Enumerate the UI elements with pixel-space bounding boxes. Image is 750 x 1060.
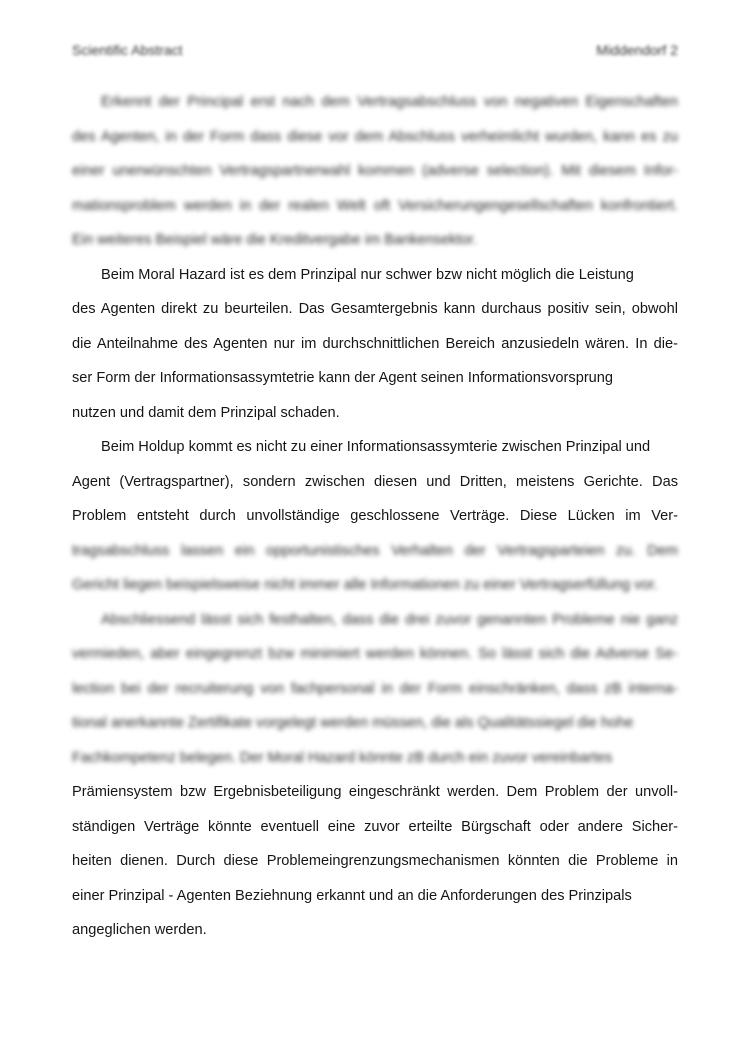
text-line: des Agenten, in der Form dass diese vor dem Abschluss verheimlicht wurden, kann es zu <box>72 128 678 145</box>
page-header <box>72 42 678 64</box>
text-line: Problem entsteht durch unvollständige geschlossene Verträge. Diese Lücken im Ver- <box>72 508 678 524</box>
text-line: nutzen und damit dem Prinzipal schaden. <box>72 404 340 421</box>
text-line: tional anerkannte Zertifikate vorgelegt werden müssen, die als Qualitätssiegel die hohe <box>72 715 634 731</box>
text-line: tragsabschluss lassen ein opportunistisches Verhalten der Vertragsparteien zu. Dem <box>72 542 678 559</box>
blurred-paragraph-holdup-continued <box>72 534 678 603</box>
text-line: Ein weiteres Beispiel wäre die Kreditvergabe im Bankensektor. <box>72 232 477 248</box>
paragraph-conclusion-visible <box>72 775 678 948</box>
text-line: einer unerwünschten Vertragspartnerwahl kommen (adverse selection). Mit diesem Infor- <box>72 163 678 179</box>
text-line: Fachkompetenz belegen. Der Moral Hazard könnte zB durch ein zuvor vereinbartes <box>72 749 613 766</box>
text-line: Beim Moral Hazard ist es dem Prinzipal nur schwer bzw nicht möglich die Leistung <box>101 266 634 283</box>
text-line: Agent (Vertragspartner), sondern zwischen diesen und Dritten, meistens Gerichte. Das <box>72 473 678 490</box>
text-line: ständigen Verträge könnte eventuell eine zuvor erteilte Bürgschaft oder andere Sicher- <box>72 818 678 835</box>
paragraph-holdup <box>72 430 678 534</box>
text-line: Beim Holdup kommt es nicht zu einer Informationsassymterie zwischen Prinzipal und <box>101 439 651 455</box>
text-line: ser Form der Informationsassymtetrie kann der Agent seinen Informationsvorsprung <box>72 370 614 386</box>
text-line: Gericht liegen beispielsweise nicht immer alle Informationen zu einer Vertragserfüllung vor. <box>72 577 658 593</box>
header-title: Scientific Abstract <box>72 42 183 58</box>
text-line: lection bei der recruiterung von fachpersonal in der Form einschränken, dass zB interna- <box>72 680 678 697</box>
text-line: Prämiensystem bzw Ergebnisbeteiligung eingeschränkt werden. Dem Problem der unvoll- <box>72 784 678 800</box>
document-body <box>72 85 678 948</box>
paragraph-moral-hazard <box>72 258 678 431</box>
text-line: einer Prinzipal - Agenten Beziehnung erkannt und an die Anforderungen des Prinzipals <box>72 887 632 904</box>
text-line: mationsproblem werden in der realen Welt oft Versicherungengesellschaften konfrontiert. <box>72 197 678 214</box>
text-line: heiten dienen. Durch diese Problemeingrenzungsmechanismen könnten die Probleme in <box>72 853 678 869</box>
text-line: Abschliessend lässt sich festhalten, dass die drei zuvor genannten Probleme nie ganz <box>101 611 678 628</box>
header-page-number: Middendorf 2 <box>596 42 678 58</box>
text-line: angeglichen werden. <box>72 922 207 938</box>
blurred-paragraph-conclusion <box>72 603 678 776</box>
text-line: des Agenten direkt zu beurteilen. Das Gesamtergebnis kann durchaus positiv sein, obwohl <box>72 301 678 317</box>
text-line: die Anteilnahme des Agenten nur im durchschnittlichen Bereich anzusiedeln wären. In die- <box>72 335 678 352</box>
text-line: Erkennt der Principal erst nach dem Vertragsabschluss von negativen Eigenschaften <box>101 94 678 110</box>
text-line: vermieden, aber eingegrenzt bzw minimiert werden können. So lässt sich die Adverse Se- <box>72 646 678 662</box>
blurred-paragraph-adverse-selection <box>72 85 678 258</box>
